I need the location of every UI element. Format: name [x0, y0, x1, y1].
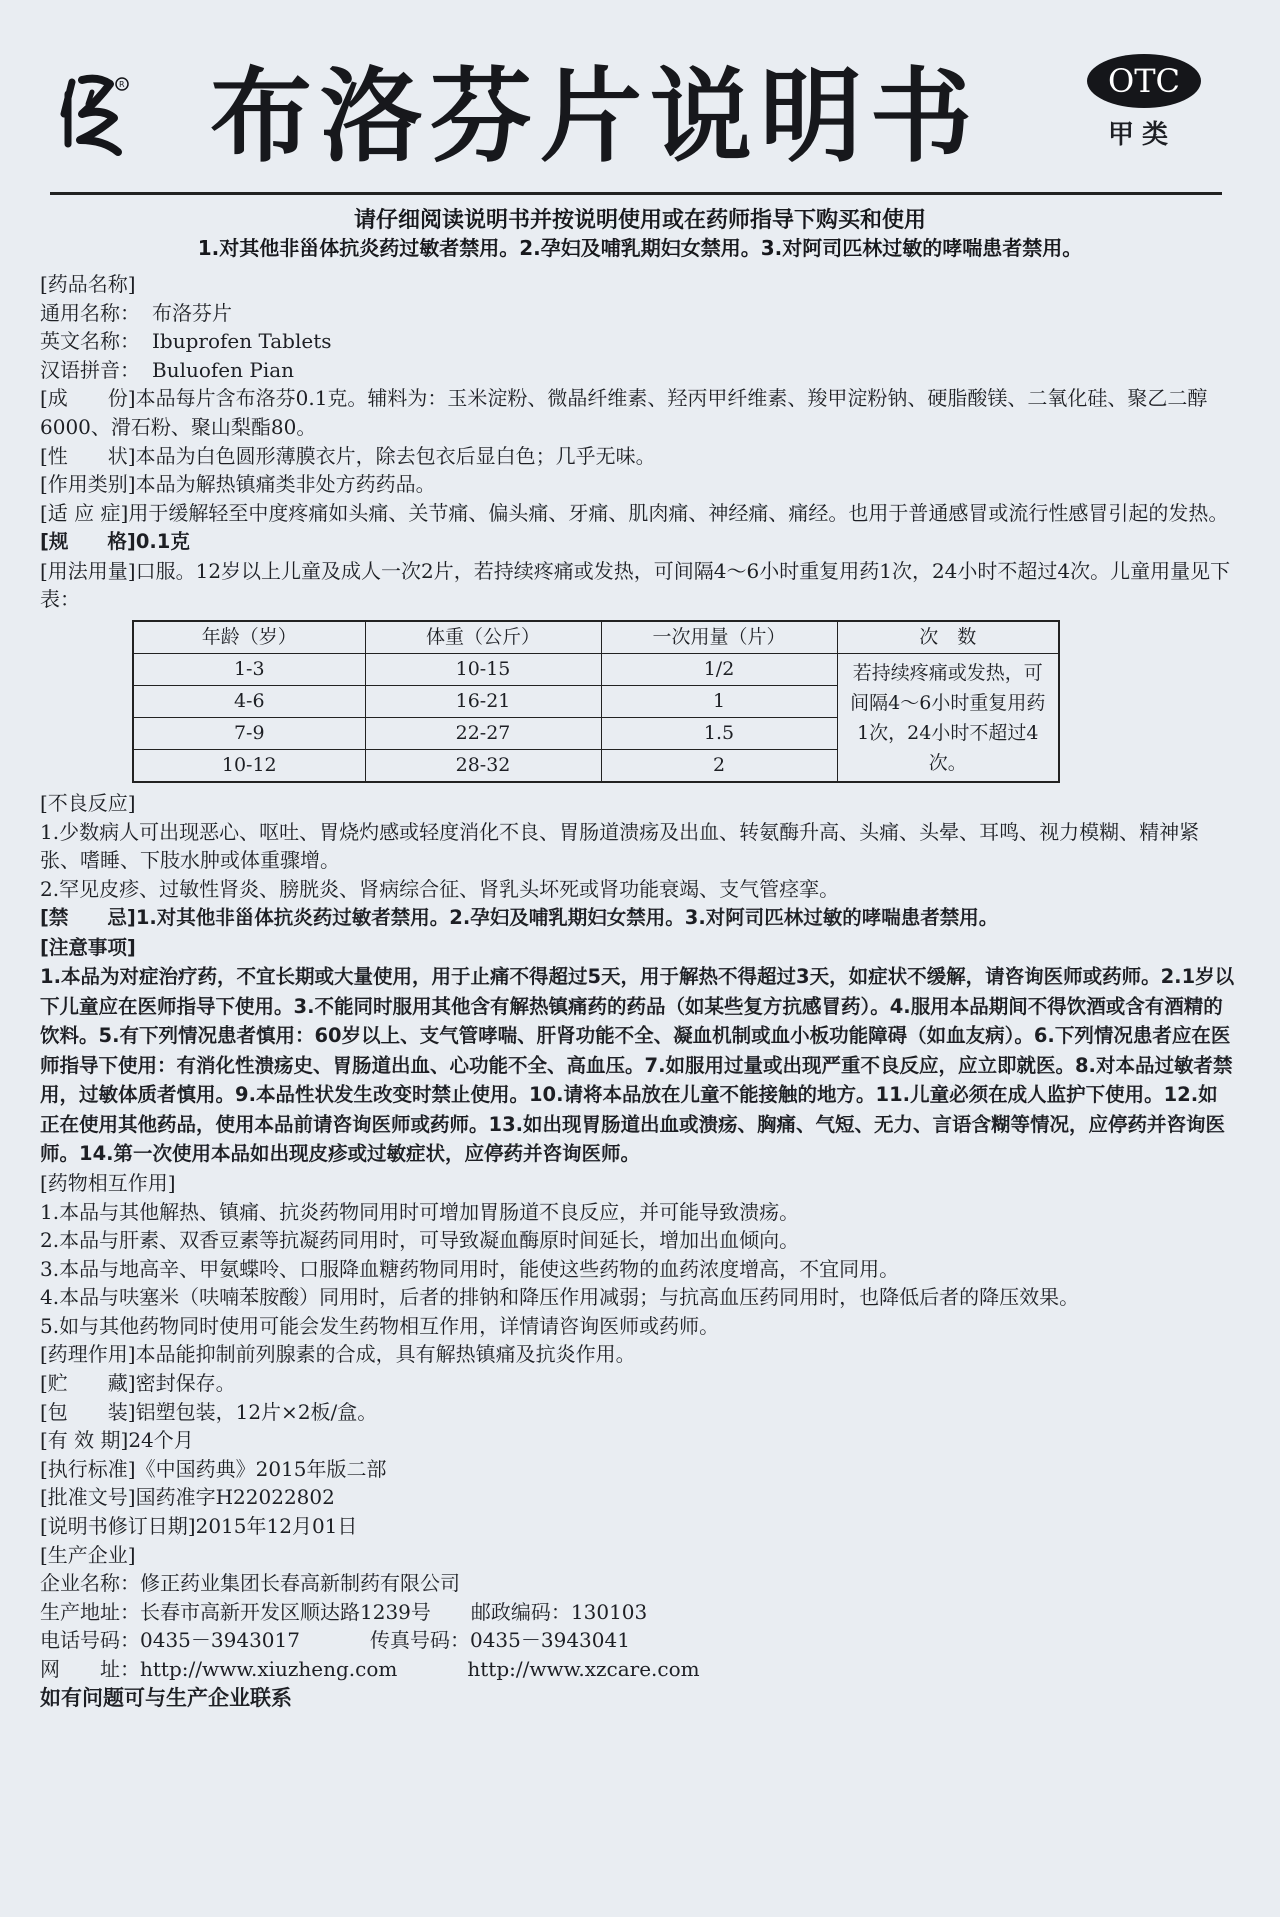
section-heading-manufacturer: [生产企业] — [40, 1542, 136, 1567]
dose-table-wrapper — [40, 614, 1235, 789]
age-cell: 7-9 — [133, 718, 365, 750]
standard-section — [40, 1455, 1235, 1484]
table-row — [133, 654, 1059, 686]
revision-section — [40, 1512, 1235, 1541]
approval-section — [40, 1483, 1235, 1512]
validity-section — [40, 1426, 1235, 1455]
usage-text: 口服。12岁以上儿童及成人一次2片，若持续疼痛或发热，可间隔4～6小时重复用药1次，24小时不超过4次。儿童用量见下表： — [40, 558, 1231, 612]
interaction-item: 3.本品与地高辛、甲氨蝶呤、口服降血糖药物同用时，能使这些药物的血药浓度增高，不宜同用。 — [40, 1256, 900, 1281]
standard-label: [执行标准] — [40, 1456, 136, 1481]
header-frequency: 次 数 — [837, 621, 1059, 654]
section-heading-precautions: [注意事项] — [40, 935, 136, 959]
composition-text: 本品每片含布洛芬0.1克。辅料为：玉米淀粉、微晶纤维素、羟丙甲纤维素、羧甲淀粉钠、硬脂酸镁、二氧化硅、聚乙二醇6000、滑石粉、聚山梨酯80。 — [40, 386, 1208, 439]
age-cell: 10-12 — [133, 750, 365, 783]
postcode-label: 邮政编码： — [470, 1599, 571, 1624]
category-text: 本品为解热镇痛类非处方药药品。 — [135, 472, 436, 497]
svg-text:R: R — [119, 80, 125, 89]
category-label: [作用类别] — [40, 472, 136, 497]
section-heading-adverse: [不良反应] — [40, 791, 136, 816]
age-cell: 1-3 — [133, 654, 365, 686]
weight-cell: 22-27 — [365, 718, 601, 750]
standard-text: 《中国药典》2015年版二部 — [135, 1456, 387, 1481]
interaction-item: 1.本品与其他解热、镇痛、抗炎药物同用时可增加胃肠道不良反应，并可能导致溃疡。 — [40, 1199, 800, 1224]
postcode-value: 130103 — [570, 1599, 648, 1624]
dose-cell: 2 — [601, 750, 837, 783]
weight-cell: 28-32 — [365, 750, 601, 783]
manufacturer-name-value: 修正药业集团长春高新制药有限公司 — [140, 1571, 460, 1596]
age-cell: 4-6 — [133, 686, 365, 718]
contraindications-text: 1.对其他非甾体抗炎药过敏者禁用。2.孕妇及哺乳期妇女禁用。3.对阿司匹林过敏的哮喘患者禁用。 — [135, 906, 999, 930]
dose-table — [132, 620, 1060, 783]
english-name-value: Ibuprofen Tablets — [152, 329, 332, 354]
usage-notice: 请仔细阅读说明书并按说明使用或在药师指导下购买和使用 — [353, 208, 926, 233]
contraindication-notice: 1.对其他非甾体抗炎药过敏者禁用。2.孕妇及哺乳期妇女禁用。3.对阿司匹林过敏的哮喘患者禁用。 — [197, 236, 1083, 260]
contact-footer: 如有问题可与生产企业联系 — [40, 1685, 292, 1710]
header-divider — [50, 192, 1222, 195]
storage-text: 密封保存。 — [135, 1371, 236, 1396]
interaction-item: 4.本品与呋塞米（呋喃苯胺酸）同用时，后者的排钠和降压作用减弱；与抗高血压药同用时，也降低后者的降压效果。 — [40, 1285, 1080, 1310]
header-age: 年龄（岁） — [133, 621, 365, 654]
address-value: 长春市高新开发区顺达路1239号 — [140, 1599, 431, 1624]
english-name-row — [40, 327, 1235, 356]
pinyin-name-label: 汉语拼音： — [40, 357, 140, 382]
specification-text: 0.1克 — [135, 530, 190, 554]
fax-value: 0435－3943041 — [469, 1628, 630, 1653]
description-section — [40, 442, 1235, 471]
usage-section — [40, 557, 1235, 614]
interaction-item: 2.本品与肝素、双香豆素等抗凝药同用时，可导致凝血酶原时间延长，增加出血倾向。 — [40, 1228, 800, 1253]
storage-label: [贮 藏] — [40, 1371, 136, 1396]
manufacturer-phone-row — [40, 1626, 1235, 1655]
english-name-label: 英文名称： — [40, 329, 140, 354]
package-label: [包 装] — [40, 1399, 136, 1424]
pinyin-name-value: Buluofen Pian — [152, 357, 295, 382]
contraindications-label: [禁 忌] — [40, 906, 136, 930]
description-text: 本品为白色圆形薄膜衣片，除去包衣后显白色；几乎无味。 — [135, 443, 656, 468]
manufacturer-address-row — [40, 1598, 1235, 1627]
phone-label: 电话号码： — [40, 1628, 140, 1653]
generic-name-row — [40, 299, 1235, 328]
category-section — [40, 470, 1235, 499]
description-label: [性 状] — [40, 443, 136, 468]
indications-text: 用于缓解轻至中度疼痛如头痛、关节痛、偏头痛、牙痛、肌肉痛、神经痛、痛经。也用于普通感冒或流行性感冒引起的发热。 — [128, 500, 1229, 525]
composition-label: [成 份] — [40, 386, 136, 411]
weight-cell: 10-15 — [365, 654, 601, 686]
approval-label: [批准文号] — [40, 1485, 136, 1510]
revision-text: 2015年12月01日 — [195, 1514, 358, 1539]
section-heading-drug-name: [药品名称] — [40, 272, 136, 296]
package-section — [40, 1398, 1235, 1427]
indications-section — [40, 499, 1235, 528]
usage-label: [用法用量] — [40, 558, 136, 583]
frequency-note: 若持续疼痛或发热，可间隔4～6小时重复用药1次，24小时不超过4次。 — [837, 654, 1059, 783]
contraindications-section — [40, 903, 1235, 933]
brand-logo — [58, 74, 130, 158]
dose-cell: 1 — [601, 686, 837, 718]
website-label: 网 址： — [40, 1657, 140, 1681]
manufacturer-name-row — [40, 1569, 1235, 1598]
pharmacology-text: 本品能抑制前列腺素的合成，具有解热镇痛及抗炎作用。 — [135, 1342, 636, 1367]
header-weight: 体重（公斤） — [365, 621, 601, 654]
generic-name-label: 通用名称： — [40, 300, 140, 325]
pinyin-name-row — [40, 356, 1235, 385]
pharmacology-section — [40, 1340, 1235, 1369]
website-link-2[interactable]: http://www.xzcare.com — [467, 1657, 700, 1681]
document-title: 布洛芬片说明书 — [210, 58, 980, 177]
adverse-item: 1.少数病人可出现恶心、呕吐、胃烧灼感或轻度消化不良、胃肠道溃疡及出血、转氨酶升高、头痛、头晕、耳鸣、视力模糊、精神紧张、嗜睡、下肢水肿或体重骤增。 — [40, 819, 1200, 873]
interaction-item: 5.如与其他药物同时使用可能会发生药物相互作用，详情请咨询医师或药师。 — [40, 1313, 720, 1338]
fax-label: 传真号码： — [369, 1628, 470, 1653]
composition-section — [40, 384, 1235, 441]
address-label: 生产地址： — [40, 1599, 140, 1624]
manufacturer-website-row — [40, 1655, 1235, 1684]
dose-cell: 1/2 — [601, 654, 837, 686]
phone-value: 0435－3943017 — [140, 1628, 300, 1653]
header-dose: 一次用量（片） — [601, 621, 837, 654]
otc-badge-text: OTC — [1107, 62, 1181, 100]
otc-badge — [1085, 52, 1203, 110]
specification-label: [规 格] — [40, 530, 136, 554]
leaflet-body — [40, 270, 1235, 1712]
section-heading-interactions: [药物相互作用] — [40, 1170, 176, 1195]
specification-section — [40, 527, 1235, 557]
storage-section — [40, 1369, 1235, 1398]
dose-cell: 1.5 — [601, 718, 837, 750]
package-text: 铝塑包装，12片×2板/盒。 — [135, 1399, 378, 1424]
adverse-item: 2.罕见皮疹、过敏性肾炎、膀胱炎、肾病综合征、肾乳头坏死或肾功能衰竭、支气管痉挛。 — [40, 876, 840, 901]
precautions-text: 1.本品为对症治疗药，不宜长期或大量使用，用于止痛不得超过5天，用于解热不得超过3天，如症状不缓解，请咨询医师或药师。2.1岁以下儿童应在医师指导下使用。3.不能同时服用其他含有解热镇痛药的药品（如某些复方抗感冒药）。4.服用本品期间不得饮酒或含有酒精的饮料。5.有下列情况患者慎用：60岁以上、支气管哮喘、肝肾功能不全、凝血机制或血小板功能障碍（如血友病）。6.下列情况患者应在医师指导下使用：有消化性溃疡史、胃肠道出血、心功能不全、高血压。7.如服用过量或出现严重不良反应，应立即就医。8.对本品过敏者禁用，过敏体质者慎用。9.本品性状发生改变时禁止使用。10.请将本品放在儿童不能接触的地方。11.儿童必须在成人监护下使用。12.如正在使用其他药品，使用本品前请咨询医师或药师。13.如出现胃肠道出血或溃疡、胸痛、气短、无力、言语含糊等情况，应停药并咨询医师。14.第一次使用本品如出现皮疹或过敏症状，应停药并咨询医师。 — [40, 965, 1235, 1166]
approval-text: 国药准字H22022802 — [135, 1485, 335, 1510]
indications-label: [适 应 症] — [40, 500, 129, 525]
otc-class-label: 甲类 — [1108, 120, 1177, 150]
dose-table-header — [133, 621, 1059, 654]
validity-text: 24个月 — [128, 1428, 194, 1453]
weight-cell: 16-21 — [365, 686, 601, 718]
manufacturer-name-label: 企业名称： — [40, 1571, 140, 1596]
validity-label: [有 效 期] — [40, 1428, 129, 1453]
revision-label: [说明书修订日期] — [40, 1514, 196, 1539]
generic-name-value: 布洛芬片 — [152, 300, 232, 325]
website-link-1[interactable]: http://www.xiuzheng.com — [140, 1657, 398, 1681]
pharmacology-label: [药理作用] — [40, 1342, 136, 1367]
